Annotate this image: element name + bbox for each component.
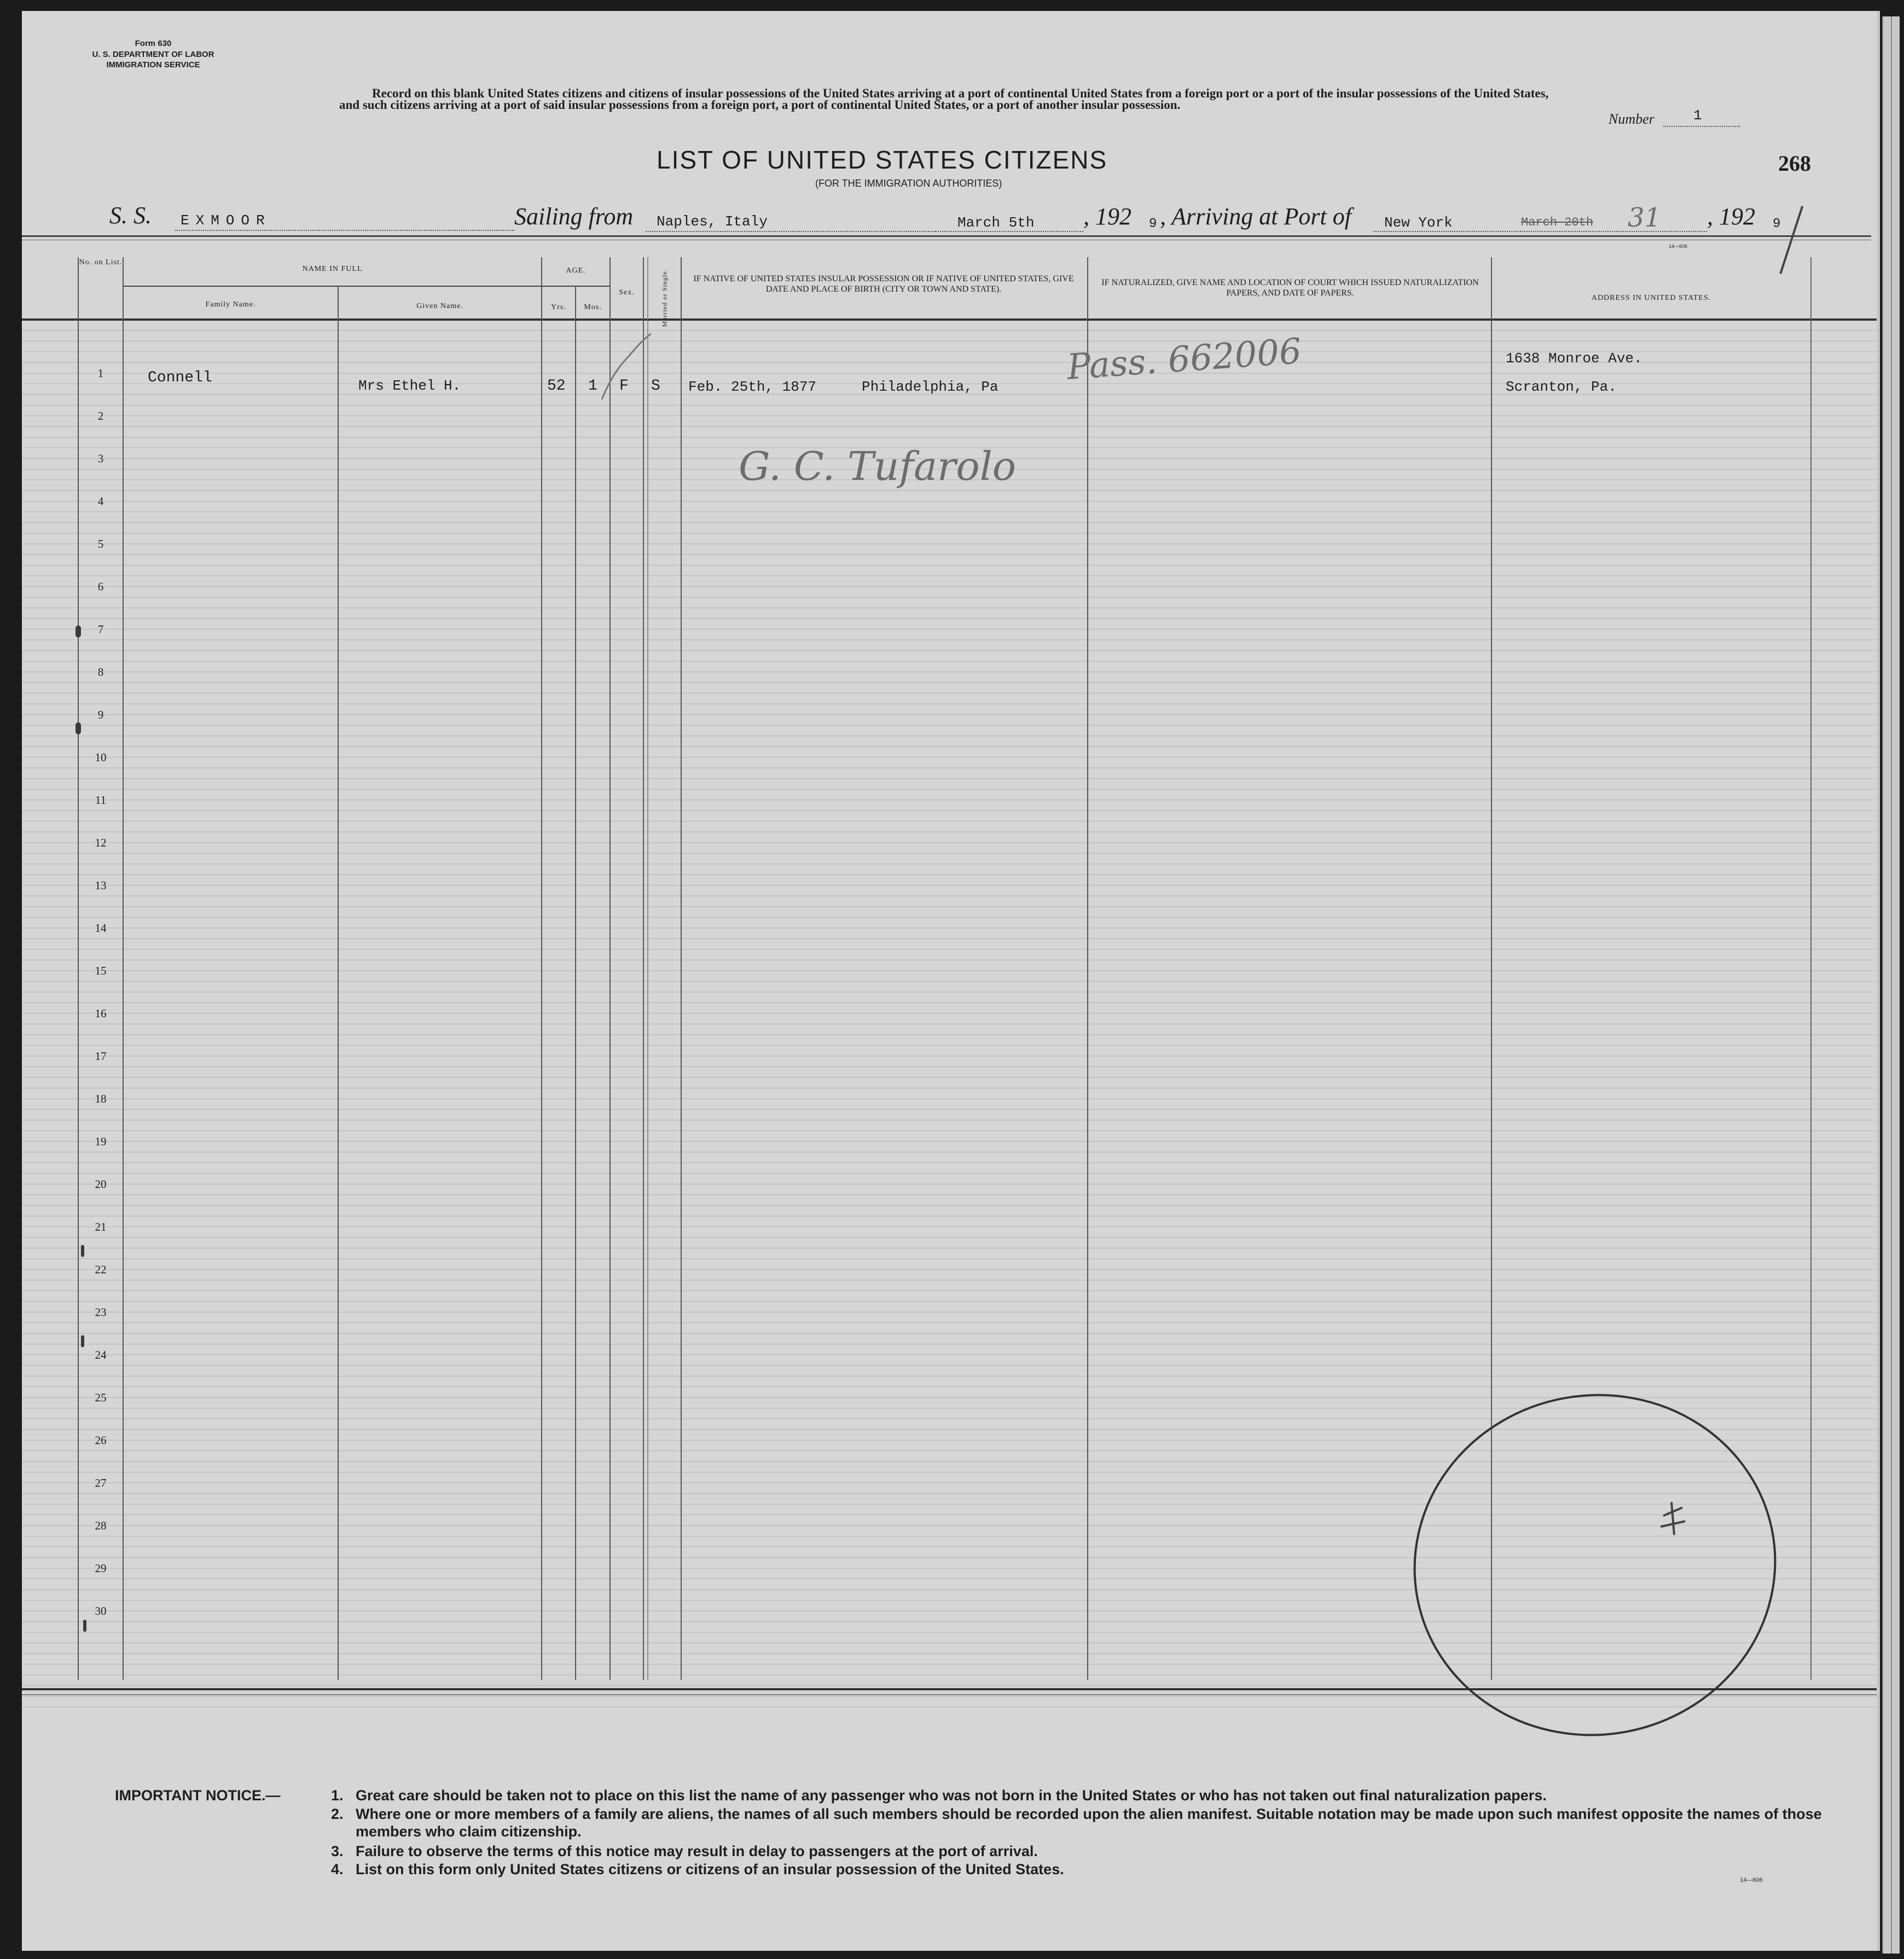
col-header-marital: Married or Single. bbox=[660, 269, 669, 327]
row-number: 19 bbox=[95, 1135, 107, 1148]
entry-family-name: Connell bbox=[148, 369, 212, 386]
col-header-address: ADDRESS IN UNITED STATES. bbox=[1591, 294, 1711, 302]
row-number: 15 bbox=[95, 964, 107, 977]
row-number: 20 bbox=[95, 1178, 107, 1191]
row-number: 3 bbox=[97, 452, 104, 465]
row-number: 2 bbox=[97, 409, 104, 422]
arrival-date-struck: March 20th bbox=[1521, 216, 1594, 229]
number-label: Number bbox=[1609, 111, 1655, 127]
date-underline bbox=[936, 231, 1083, 232]
form-code-bottom: 14—606 bbox=[1740, 1877, 1763, 1883]
stamp-circle bbox=[1379, 1379, 1816, 1817]
binder-hole bbox=[81, 1335, 84, 1347]
row-number: 22 bbox=[95, 1263, 107, 1276]
row-number: 29 bbox=[95, 1562, 107, 1575]
departure-underline bbox=[646, 231, 936, 232]
binder-hole bbox=[83, 1620, 86, 1632]
col-header-birth: IF NATIVE OF UNITED STATES INSULAR POSSESSION OR IF NATIVE OF UNITED STATES, GIVE DATE AND PLACE OF BIRTH (CITY OR TOWN AND STATE). bbox=[693, 274, 1074, 294]
sailing-year-digit: 9 bbox=[1149, 217, 1157, 231]
row-number: 7 bbox=[97, 623, 104, 636]
entry-naturalization-handwritten: Pass. 662006 bbox=[1065, 331, 1303, 388]
page-number: 268 bbox=[1778, 151, 1811, 176]
arriving-label: , Arriving at Port of bbox=[1160, 203, 1351, 230]
ss-label: S. S. bbox=[109, 202, 152, 229]
entry-marital-status: S bbox=[651, 378, 660, 395]
form-instructions: Record on this blank United States citizens and citizens of insular possessions of the United States arriving at a port of continental United States from a foreign port or a port of the insular possessions of the United States, and such citizens arriving at a port of said insular possessions from a foreign port, a port of continental United States, or a port of another insular possession. bbox=[339, 86, 1549, 112]
entry-birth-place: Philadelphia, Pa bbox=[862, 379, 999, 395]
col-header-family-name: Family Name. bbox=[205, 300, 256, 309]
sailing-from-label: Sailing from bbox=[514, 203, 634, 230]
entry-birth-date: Feb. 25th, 1877 bbox=[688, 379, 817, 395]
arrival-date-handwritten: 31 bbox=[1628, 202, 1662, 233]
row-number: 21 bbox=[95, 1220, 107, 1233]
row-number: 26 bbox=[95, 1434, 107, 1447]
row-number: 9 bbox=[97, 708, 104, 721]
page-title: LIST OF UNITED STATES CITIZENS bbox=[657, 146, 1108, 174]
entry-age-months: 1 bbox=[588, 378, 597, 395]
row-number: 4 bbox=[97, 495, 104, 508]
row-number: 25 bbox=[95, 1391, 107, 1404]
arrival-port: New York bbox=[1384, 215, 1453, 231]
departure-port: Naples, Italy bbox=[657, 213, 768, 230]
entry-address-line1: 1638 Monroe Ave. bbox=[1506, 350, 1642, 367]
col-header-years: Yrs. bbox=[551, 303, 566, 311]
row-number: 16 bbox=[95, 1007, 107, 1020]
header-top-rule bbox=[22, 235, 1871, 237]
col-header-name-in-full: NAME IN FULL bbox=[302, 265, 363, 273]
binder-hole bbox=[81, 1245, 84, 1257]
ship-underline bbox=[175, 230, 514, 231]
row-number: 10 bbox=[95, 751, 107, 764]
row-number: 28 bbox=[95, 1519, 107, 1532]
entry-sex: F bbox=[619, 378, 629, 395]
sailing-date: March 5th bbox=[957, 215, 1035, 231]
sailing-year-prefix: , 192 bbox=[1083, 203, 1131, 230]
row-number: 11 bbox=[95, 793, 107, 807]
ship-name: EXMOOR bbox=[181, 212, 271, 229]
row-number: 27 bbox=[95, 1476, 107, 1489]
row-number: 12 bbox=[95, 836, 107, 849]
row-number: 5 bbox=[97, 537, 104, 550]
col-header-age: AGE. bbox=[566, 266, 586, 275]
col-header-number: No. on List. bbox=[79, 258, 123, 266]
check-mark bbox=[596, 328, 662, 410]
notice-item-2-number: 2. bbox=[331, 1806, 344, 1822]
row-number: 24 bbox=[95, 1348, 107, 1361]
row-number: 23 bbox=[95, 1306, 107, 1319]
arrival-year-digit: 9 bbox=[1773, 217, 1781, 231]
row-number: 18 bbox=[95, 1092, 107, 1105]
notice-item-3-number: 3. bbox=[331, 1843, 344, 1859]
number-underline bbox=[1663, 126, 1740, 127]
row-number: 6 bbox=[97, 580, 104, 593]
notice-item-1-text: Great care should be taken not to place on this list the name of any passenger who was not born in the United States or who has not taken out final naturalization papers. bbox=[356, 1787, 1547, 1804]
notice-item-1-number: 1. bbox=[331, 1787, 344, 1804]
row-number: 13 bbox=[95, 879, 107, 892]
notice-heading: IMPORTANT NOTICE.— bbox=[115, 1787, 281, 1804]
number-value: 1 bbox=[1693, 107, 1702, 124]
row-number: 14 bbox=[95, 921, 107, 935]
row-number: 1 bbox=[97, 367, 104, 380]
binder-hole bbox=[76, 625, 81, 637]
notice-item-2-text: Where one or more members of a family are aliens, the names of all such members should be recorded upon the alien manifest. Suitable notation may be made upon such manifest opposite the names of those members who claim citizenship. bbox=[356, 1806, 1822, 1840]
row-number: 17 bbox=[95, 1050, 107, 1063]
notice-item-4-number: 4. bbox=[331, 1861, 344, 1877]
department-name: U. S. DEPARTMENT OF LABOR bbox=[92, 50, 214, 59]
page-subtitle: (FOR THE IMMIGRATION AUTHORITIES) bbox=[815, 178, 1002, 189]
service-name: IMMIGRATION SERVICE bbox=[106, 60, 200, 69]
form-number: Form 630 bbox=[135, 39, 172, 48]
form-code-top: 14—606 bbox=[1669, 244, 1688, 249]
col-header-sex: Sex. bbox=[619, 288, 635, 297]
col-header-given-name: Given Name. bbox=[416, 302, 463, 310]
entry-age-years: 52 bbox=[547, 378, 566, 395]
arrival-year-prefix: , 192 bbox=[1707, 203, 1755, 230]
row-number: 30 bbox=[95, 1604, 107, 1618]
entry-address-line2: Scranton, Pa. bbox=[1506, 379, 1617, 395]
binder-hole bbox=[76, 722, 81, 734]
row-number: 8 bbox=[97, 665, 104, 679]
entry-given-name: Mrs Ethel H. bbox=[358, 378, 461, 394]
notice-item-3-text: Failure to observe the terms of this notice may result in delay to passengers at the port of arrival. bbox=[356, 1843, 1038, 1859]
col-header-naturalization: IF NATURALIZED, GIVE NAME AND LOCATION OF COURT WHICH ISSUED NATURALIZATION PAPERS, AND DATE OF PAPERS. bbox=[1101, 278, 1479, 298]
manifest-page bbox=[22, 11, 1880, 1951]
inspector-signature: G. C. Tufarolo bbox=[739, 443, 1017, 489]
col-header-months: Mos. bbox=[584, 303, 602, 311]
notice-item-4-text: List on this form only United States citizens or citizens of an insular possession of the United States. bbox=[356, 1861, 1064, 1877]
